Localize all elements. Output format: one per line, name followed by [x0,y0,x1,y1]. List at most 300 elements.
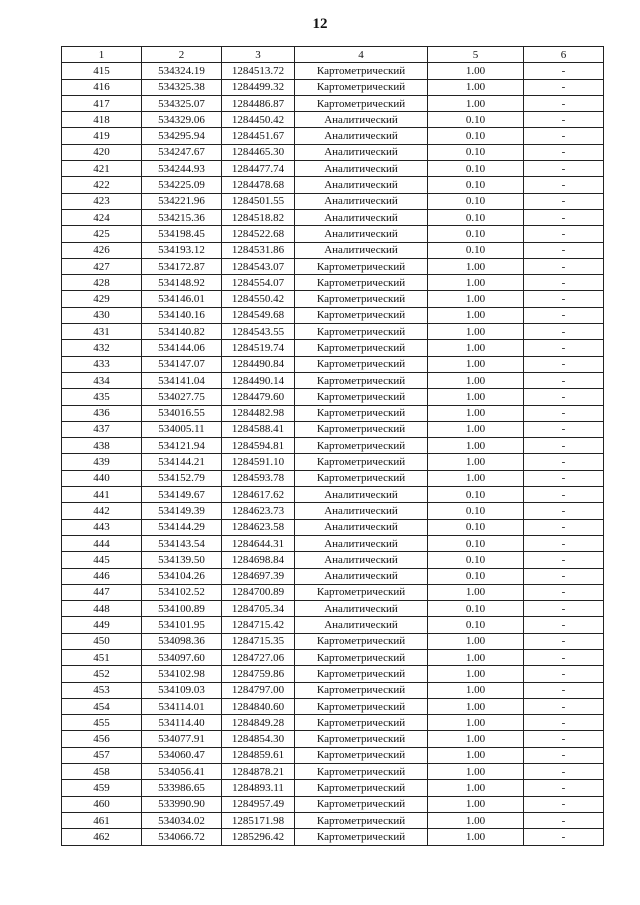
accuracy-cell: 0.10 [428,128,524,144]
x-coordinate-cell: 534027.75 [142,389,222,405]
accuracy-cell: 1.00 [428,275,524,291]
column-header-4: 4 [295,47,428,63]
point-number-cell: 453 [62,682,142,698]
y-coordinate-cell: 1284554.07 [222,275,295,291]
accuracy-cell: 1.00 [428,666,524,682]
x-coordinate-cell: 534005.11 [142,421,222,437]
method-cell: Аналитический [295,601,428,617]
x-coordinate-cell: 534244.93 [142,161,222,177]
y-coordinate-cell: 1284518.82 [222,209,295,225]
accuracy-cell: 1.00 [428,258,524,274]
method-cell: Картометрический [295,666,428,682]
x-coordinate-cell: 534325.38 [142,79,222,95]
column-header-2: 2 [142,47,222,63]
point-number-cell: 424 [62,209,142,225]
y-coordinate-cell: 1284700.89 [222,584,295,600]
note-cell: - [524,552,604,568]
point-number-cell: 420 [62,144,142,160]
method-cell: Картометрический [295,307,428,323]
x-coordinate-cell: 534149.67 [142,487,222,503]
x-coordinate-cell: 533990.90 [142,796,222,812]
x-coordinate-cell: 534144.21 [142,454,222,470]
x-coordinate-cell: 534325.07 [142,95,222,111]
note-cell: - [524,666,604,682]
y-coordinate-cell: 1284893.11 [222,780,295,796]
y-coordinate-cell: 1284450.42 [222,112,295,128]
accuracy-cell: 1.00 [428,470,524,486]
x-coordinate-cell: 534141.04 [142,372,222,388]
y-coordinate-cell: 1284727.06 [222,649,295,665]
x-coordinate-cell: 534295.94 [142,128,222,144]
table-row [62,601,604,617]
point-number-cell: 434 [62,372,142,388]
accuracy-cell: 1.00 [428,291,524,307]
note-cell: - [524,715,604,731]
y-coordinate-cell: 1284550.42 [222,291,295,307]
method-cell: Картометрический [295,324,428,340]
point-number-cell: 437 [62,421,142,437]
page-number: 12 [312,16,328,32]
header-row [62,47,604,63]
accuracy-cell: 1.00 [428,79,524,95]
accuracy-cell: 1.00 [428,633,524,649]
table-header [62,47,604,63]
table-row [62,796,604,812]
method-cell: Аналитический [295,535,428,551]
note-cell: - [524,389,604,405]
method-cell: Картометрический [295,731,428,747]
x-coordinate-cell: 534140.16 [142,307,222,323]
note-cell: - [524,128,604,144]
point-number-cell: 443 [62,519,142,535]
method-cell: Картометрический [295,79,428,95]
x-coordinate-cell: 534225.09 [142,177,222,193]
table-row [62,372,604,388]
x-coordinate-cell: 534102.98 [142,666,222,682]
point-number-cell: 436 [62,405,142,421]
table-row [62,487,604,503]
accuracy-cell: 1.00 [428,731,524,747]
point-number-cell: 462 [62,829,142,845]
accuracy-cell: 1.00 [428,340,524,356]
method-cell: Картометрический [295,470,428,486]
x-coordinate-cell: 534016.55 [142,405,222,421]
point-number-cell: 461 [62,812,142,828]
accuracy-cell: 1.00 [428,764,524,780]
note-cell: - [524,568,604,584]
y-coordinate-cell: 1284957.49 [222,796,295,812]
method-cell: Аналитический [295,519,428,535]
accuracy-cell: 0.10 [428,242,524,258]
table-row [62,764,604,780]
method-cell: Аналитический [295,487,428,503]
y-coordinate-cell: 1284478.68 [222,177,295,193]
note-cell: - [524,242,604,258]
method-cell: Аналитический [295,209,428,225]
y-coordinate-cell: 1284698.84 [222,552,295,568]
accuracy-cell: 0.10 [428,177,524,193]
x-coordinate-cell: 534060.47 [142,747,222,763]
y-coordinate-cell: 1284479.60 [222,389,295,405]
accuracy-cell: 0.10 [428,193,524,209]
y-coordinate-cell: 1284854.30 [222,731,295,747]
point-number-cell: 438 [62,438,142,454]
point-number-cell: 460 [62,796,142,812]
table-row [62,340,604,356]
point-number-cell: 432 [62,340,142,356]
y-coordinate-cell: 1284465.30 [222,144,295,160]
x-coordinate-cell: 534148.92 [142,275,222,291]
y-coordinate-cell: 1284451.67 [222,128,295,144]
accuracy-cell: 0.10 [428,112,524,128]
point-number-cell: 435 [62,389,142,405]
table-row [62,112,604,128]
method-cell: Аналитический [295,161,428,177]
column-header-3: 3 [222,47,295,63]
table-row [62,568,604,584]
note-cell: - [524,780,604,796]
method-cell: Аналитический [295,242,428,258]
point-number-cell: 426 [62,242,142,258]
method-cell: Аналитический [295,128,428,144]
point-number-cell: 456 [62,731,142,747]
x-coordinate-cell: 534034.02 [142,812,222,828]
x-coordinate-cell: 534077.91 [142,731,222,747]
accuracy-cell: 1.00 [428,698,524,714]
method-cell: Аналитический [295,177,428,193]
point-number-cell: 418 [62,112,142,128]
point-number-cell: 427 [62,258,142,274]
note-cell: - [524,796,604,812]
y-coordinate-cell: 1284591.10 [222,454,295,470]
method-cell: Аналитический [295,568,428,584]
note-cell: - [524,226,604,242]
accuracy-cell: 0.10 [428,487,524,503]
y-coordinate-cell: 1284759.86 [222,666,295,682]
accuracy-cell: 0.10 [428,503,524,519]
accuracy-cell: 0.10 [428,226,524,242]
table-row [62,812,604,828]
x-coordinate-cell: 534143.54 [142,535,222,551]
accuracy-cell: 1.00 [428,649,524,665]
method-cell: Картометрический [295,405,428,421]
column-header-6: 6 [524,47,604,63]
point-number-cell: 419 [62,128,142,144]
table-row [62,747,604,763]
accuracy-cell: 1.00 [428,438,524,454]
table-row [62,731,604,747]
point-number-cell: 441 [62,487,142,503]
note-cell: - [524,535,604,551]
x-coordinate-cell: 534121.94 [142,438,222,454]
method-cell: Аналитический [295,112,428,128]
table-row [62,161,604,177]
x-coordinate-cell: 534140.82 [142,324,222,340]
x-coordinate-cell: 534198.45 [142,226,222,242]
y-coordinate-cell: 1284486.87 [222,95,295,111]
table-row [62,193,604,209]
point-number-cell: 449 [62,617,142,633]
y-coordinate-cell: 1284623.58 [222,519,295,535]
point-number-cell: 422 [62,177,142,193]
note-cell: - [524,438,604,454]
table-row [62,144,604,160]
method-cell: Картометрический [295,829,428,845]
x-coordinate-cell: 534215.36 [142,209,222,225]
table-row [62,356,604,372]
y-coordinate-cell: 1284697.39 [222,568,295,584]
note-cell: - [524,63,604,79]
y-coordinate-cell: 1284849.28 [222,715,295,731]
accuracy-cell: 1.00 [428,421,524,437]
point-number-cell: 457 [62,747,142,763]
method-cell: Аналитический [295,144,428,160]
table-row [62,421,604,437]
table-row [62,698,604,714]
y-coordinate-cell: 1285171.98 [222,812,295,828]
table-row [62,226,604,242]
method-cell: Картометрический [295,356,428,372]
x-coordinate-cell: 534097.60 [142,649,222,665]
method-cell: Картометрический [295,438,428,454]
x-coordinate-cell: 534114.01 [142,698,222,714]
accuracy-cell: 1.00 [428,584,524,600]
point-number-cell: 433 [62,356,142,372]
accuracy-cell: 0.10 [428,144,524,160]
y-coordinate-cell: 1284588.41 [222,421,295,437]
note-cell: - [524,503,604,519]
table-row [62,682,604,698]
method-cell: Картометрический [295,421,428,437]
point-number-cell: 416 [62,79,142,95]
accuracy-cell: 0.10 [428,552,524,568]
table-row [62,128,604,144]
accuracy-cell: 0.10 [428,161,524,177]
accuracy-cell: 1.00 [428,63,524,79]
accuracy-cell: 1.00 [428,307,524,323]
table-body [62,63,604,845]
x-coordinate-cell: 534172.87 [142,258,222,274]
point-number-cell: 440 [62,470,142,486]
method-cell: Картометрический [295,633,428,649]
accuracy-cell: 1.00 [428,829,524,845]
table-row [62,209,604,225]
note-cell: - [524,193,604,209]
note-cell: - [524,487,604,503]
method-cell: Картометрический [295,389,428,405]
point-number-cell: 452 [62,666,142,682]
note-cell: - [524,340,604,356]
accuracy-cell: 0.10 [428,209,524,225]
point-number-cell: 429 [62,291,142,307]
table-row [62,780,604,796]
point-number-cell: 431 [62,324,142,340]
note-cell: - [524,112,604,128]
point-number-cell: 454 [62,698,142,714]
point-number-cell: 450 [62,633,142,649]
method-cell: Аналитический [295,226,428,242]
y-coordinate-cell: 1284482.98 [222,405,295,421]
x-coordinate-cell: 534221.96 [142,193,222,209]
table-row [62,715,604,731]
note-cell: - [524,829,604,845]
y-coordinate-cell: 1284705.34 [222,601,295,617]
point-number-cell: 423 [62,193,142,209]
accuracy-cell: 1.00 [428,747,524,763]
table-row [62,666,604,682]
point-number-cell: 442 [62,503,142,519]
column-header-5: 5 [428,47,524,63]
y-coordinate-cell: 1284522.68 [222,226,295,242]
x-coordinate-cell: 534114.40 [142,715,222,731]
x-coordinate-cell: 534102.52 [142,584,222,600]
note-cell: - [524,731,604,747]
note-cell: - [524,177,604,193]
x-coordinate-cell: 533986.65 [142,780,222,796]
y-coordinate-cell: 1284594.81 [222,438,295,454]
table-row [62,95,604,111]
table-row [62,291,604,307]
accuracy-cell: 0.10 [428,568,524,584]
method-cell: Картометрический [295,95,428,111]
table-row [62,649,604,665]
point-number-cell: 446 [62,568,142,584]
note-cell: - [524,454,604,470]
table-row [62,389,604,405]
y-coordinate-cell: 1284549.68 [222,307,295,323]
note-cell: - [524,209,604,225]
method-cell: Картометрический [295,715,428,731]
x-coordinate-cell: 534193.12 [142,242,222,258]
y-coordinate-cell: 1284644.31 [222,535,295,551]
x-coordinate-cell: 534109.03 [142,682,222,698]
note-cell: - [524,307,604,323]
x-coordinate-cell: 534144.06 [142,340,222,356]
x-coordinate-cell: 534149.39 [142,503,222,519]
note-cell: - [524,519,604,535]
y-coordinate-cell: 1284477.74 [222,161,295,177]
point-number-cell: 447 [62,584,142,600]
method-cell: Аналитический [295,193,428,209]
x-coordinate-cell: 534144.29 [142,519,222,535]
note-cell: - [524,649,604,665]
table-row [62,470,604,486]
method-cell: Картометрический [295,340,428,356]
note-cell: - [524,601,604,617]
accuracy-cell: 1.00 [428,372,524,388]
note-cell: - [524,372,604,388]
method-cell: Картометрический [295,372,428,388]
table-row [62,63,604,79]
note-cell: - [524,747,604,763]
method-cell: Картометрический [295,275,428,291]
point-number-cell: 444 [62,535,142,551]
table-row [62,438,604,454]
table-row [62,617,604,633]
table-row [62,633,604,649]
accuracy-cell: 1.00 [428,356,524,372]
note-cell: - [524,356,604,372]
accuracy-cell: 0.10 [428,519,524,535]
table-row [62,503,604,519]
y-coordinate-cell: 1284859.61 [222,747,295,763]
point-number-cell: 451 [62,649,142,665]
x-coordinate-cell: 534329.06 [142,112,222,128]
method-cell: Картометрический [295,796,428,812]
accuracy-cell: 1.00 [428,780,524,796]
table-row [62,519,604,535]
table-row [62,405,604,421]
y-coordinate-cell: 1284878.21 [222,764,295,780]
y-coordinate-cell: 1284499.32 [222,79,295,95]
method-cell: Картометрический [295,698,428,714]
note-cell: - [524,405,604,421]
y-coordinate-cell: 1284593.78 [222,470,295,486]
method-cell: Аналитический [295,503,428,519]
table-row [62,242,604,258]
point-number-cell: 430 [62,307,142,323]
point-number-cell: 448 [62,601,142,617]
x-coordinate-cell: 534139.50 [142,552,222,568]
note-cell: - [524,144,604,160]
x-coordinate-cell: 534101.95 [142,617,222,633]
accuracy-cell: 1.00 [428,715,524,731]
table-row [62,535,604,551]
y-coordinate-cell: 1284623.73 [222,503,295,519]
table-row [62,177,604,193]
point-number-cell: 421 [62,161,142,177]
table-row [62,552,604,568]
note-cell: - [524,682,604,698]
table-row [62,829,604,845]
accuracy-cell: 1.00 [428,454,524,470]
method-cell: Аналитический [295,617,428,633]
note-cell: - [524,95,604,111]
note-cell: - [524,633,604,649]
x-coordinate-cell: 534104.26 [142,568,222,584]
y-coordinate-cell: 1284543.07 [222,258,295,274]
x-coordinate-cell: 534147.07 [142,356,222,372]
x-coordinate-cell: 534056.41 [142,764,222,780]
accuracy-cell: 1.00 [428,405,524,421]
note-cell: - [524,470,604,486]
table-row [62,79,604,95]
table-row [62,307,604,323]
point-number-cell: 439 [62,454,142,470]
note-cell: - [524,584,604,600]
method-cell: Аналитический [295,552,428,568]
point-number-cell: 415 [62,63,142,79]
y-coordinate-cell: 1284617.62 [222,487,295,503]
method-cell: Картометрический [295,649,428,665]
y-coordinate-cell: 1284513.72 [222,63,295,79]
y-coordinate-cell: 1284715.42 [222,617,295,633]
note-cell: - [524,324,604,340]
y-coordinate-cell: 1285296.42 [222,829,295,845]
x-coordinate-cell: 534324.19 [142,63,222,79]
note-cell: - [524,421,604,437]
y-coordinate-cell: 1284531.86 [222,242,295,258]
accuracy-cell: 1.00 [428,682,524,698]
accuracy-cell: 1.00 [428,324,524,340]
method-cell: Картометрический [295,747,428,763]
x-coordinate-cell: 534100.89 [142,601,222,617]
note-cell: - [524,79,604,95]
method-cell: Картометрический [295,764,428,780]
table-row [62,275,604,291]
accuracy-cell: 1.00 [428,796,524,812]
x-coordinate-cell: 534152.79 [142,470,222,486]
